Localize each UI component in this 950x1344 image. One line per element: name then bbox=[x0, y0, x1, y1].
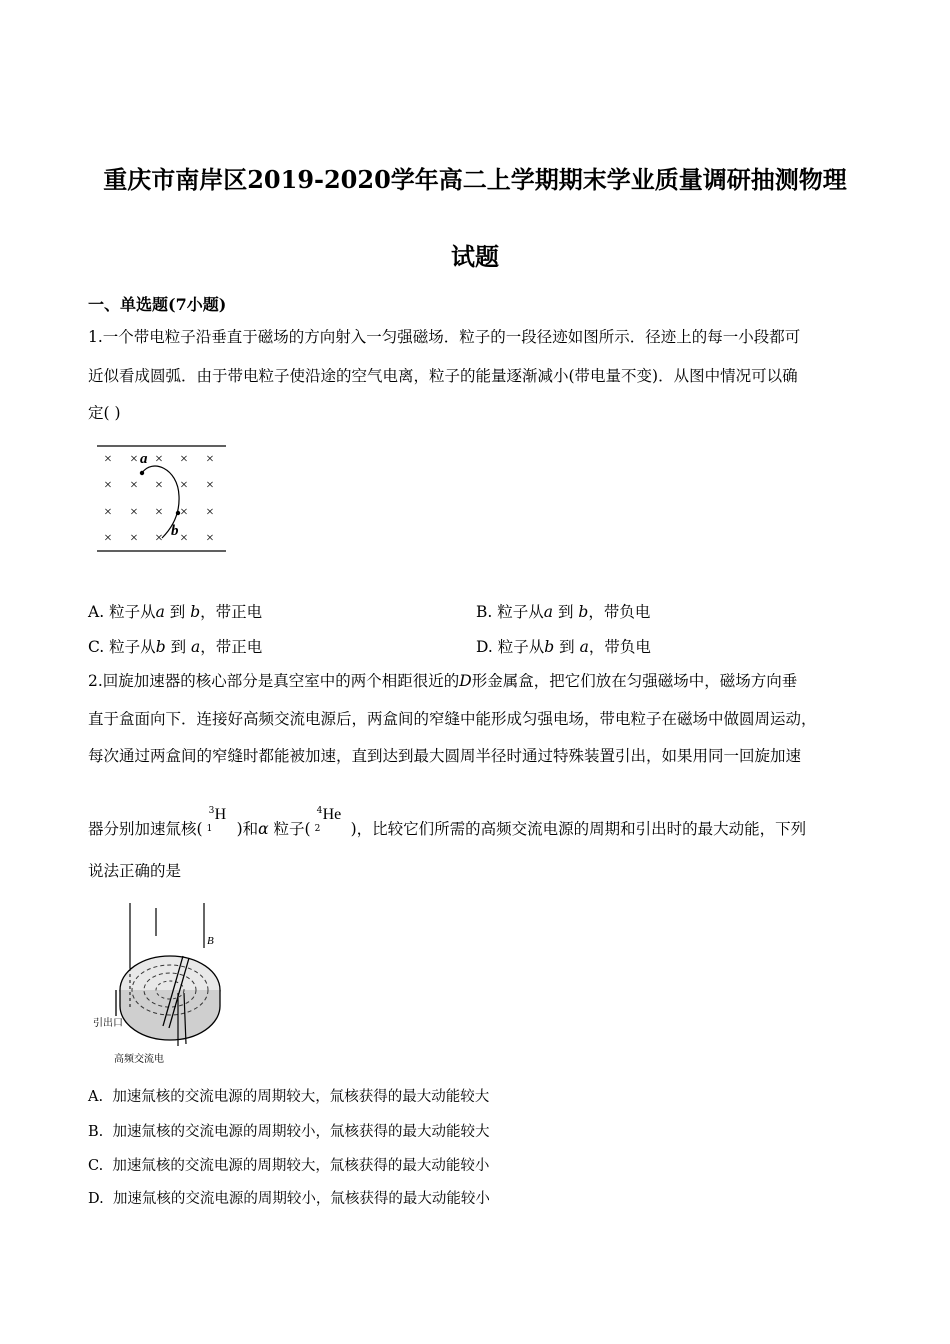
cyclotron-figure bbox=[88, 898, 238, 1068]
label-exit: 引出口 bbox=[93, 1018, 123, 1029]
field-cross: × bbox=[104, 505, 112, 520]
field-cross: × bbox=[104, 452, 112, 467]
page-title-line2: 试题 bbox=[451, 242, 499, 271]
label-b: b bbox=[171, 523, 179, 539]
field-cross: × bbox=[206, 478, 214, 493]
field-cross: × bbox=[130, 452, 138, 467]
q2-line2: 直于盒面向下．连接好高频交流电源后，两盒间的窄缝中能形成匀强电场，带电粒子在磁场中做圆周运动， bbox=[88, 710, 817, 728]
tritium-formula: 3 1 H bbox=[206, 806, 227, 834]
field-cross: × bbox=[180, 452, 188, 467]
field-cross: × bbox=[130, 505, 138, 520]
q2-line3: 每次通过两盒间的窄缝时都能被加速，直到达到最大圆周半径时通过特殊装置引出，如果用同一回旋加速 bbox=[88, 747, 802, 765]
point-a bbox=[140, 471, 144, 475]
q1-option-b[interactable]: B. 粒子从a 到 b，带负电 bbox=[476, 603, 651, 621]
q2-option-b[interactable]: B. 加速氚核的交流电源的周期较小，氚核获得的最大动能较大 bbox=[88, 1124, 490, 1140]
label-B: B bbox=[207, 935, 214, 947]
field-cross: × bbox=[104, 478, 112, 493]
q2-option-c[interactable]: C. 加速氚核的交流电源的周期较大，氚核获得的最大动能较小 bbox=[88, 1158, 490, 1174]
point-b bbox=[176, 511, 180, 515]
page-title: 重庆市南岸区2019-2020学年高二上学期期末学业质量调研抽测物理 bbox=[103, 165, 847, 194]
field-cross: × bbox=[206, 452, 214, 467]
field-cross: × bbox=[130, 478, 138, 493]
label-hf: 高频交流电 bbox=[114, 1054, 164, 1065]
field-cross: × bbox=[155, 505, 163, 520]
field-cross: × bbox=[155, 531, 163, 546]
q1-option-a[interactable]: A. 粒子从a 到 b，带正电 bbox=[88, 603, 263, 621]
helium-formula: 4 2 He bbox=[314, 806, 342, 834]
q2-line5: 说法正确的是 bbox=[88, 862, 182, 880]
q1-line2: 近似看成圆弧．由于带电粒子使沿途的空气电离，粒子的能量逐渐减小(带电量不变)．从图中情况可以确 bbox=[88, 367, 798, 385]
q2-line4: 器分别加速氚核( 3 1 H )和α 粒子( 4 2 He )，比较它们所需的高频交流电源的周期和引出时的最大动能，下列 bbox=[88, 806, 807, 838]
q1-option-d[interactable]: D. 粒子从b 到 a，带负电 bbox=[476, 638, 651, 656]
field-cross: × bbox=[206, 531, 214, 546]
q2-line1: 2.回旋加速器的核心部分是真空室中的两个相距很近的D形金属盒，把它们放在匀强磁场中，磁场方向垂 bbox=[88, 672, 798, 690]
field-cross: × bbox=[155, 478, 163, 493]
magnetic-field-figure bbox=[92, 438, 232, 558]
label-a: a bbox=[140, 451, 148, 467]
field-cross: × bbox=[206, 505, 214, 520]
field-cross: × bbox=[180, 478, 188, 493]
q1-line3: 定( ) bbox=[88, 404, 121, 422]
field-cross: × bbox=[155, 452, 163, 467]
q2-option-a[interactable]: A. 加速氚核的交流电源的周期较大，氚核获得的最大动能较大 bbox=[88, 1089, 490, 1105]
field-cross: × bbox=[180, 531, 188, 546]
field-cross: × bbox=[180, 505, 188, 520]
q1-line1: 1.一个带电粒子沿垂直于磁场的方向射入一匀强磁场．粒子的一段径迹如图所示．径迹上的每一小段都可 bbox=[88, 328, 801, 346]
section-heading: 一、单选题(7小题) bbox=[88, 295, 227, 314]
q2-option-d[interactable]: D. 加速氚核的交流电源的周期较小，氚核获得的最大动能较小 bbox=[88, 1191, 490, 1207]
field-cross: × bbox=[104, 531, 112, 546]
q1-option-c[interactable]: C. 粒子从b 到 a，带正电 bbox=[88, 638, 263, 656]
field-cross: × bbox=[130, 531, 138, 546]
